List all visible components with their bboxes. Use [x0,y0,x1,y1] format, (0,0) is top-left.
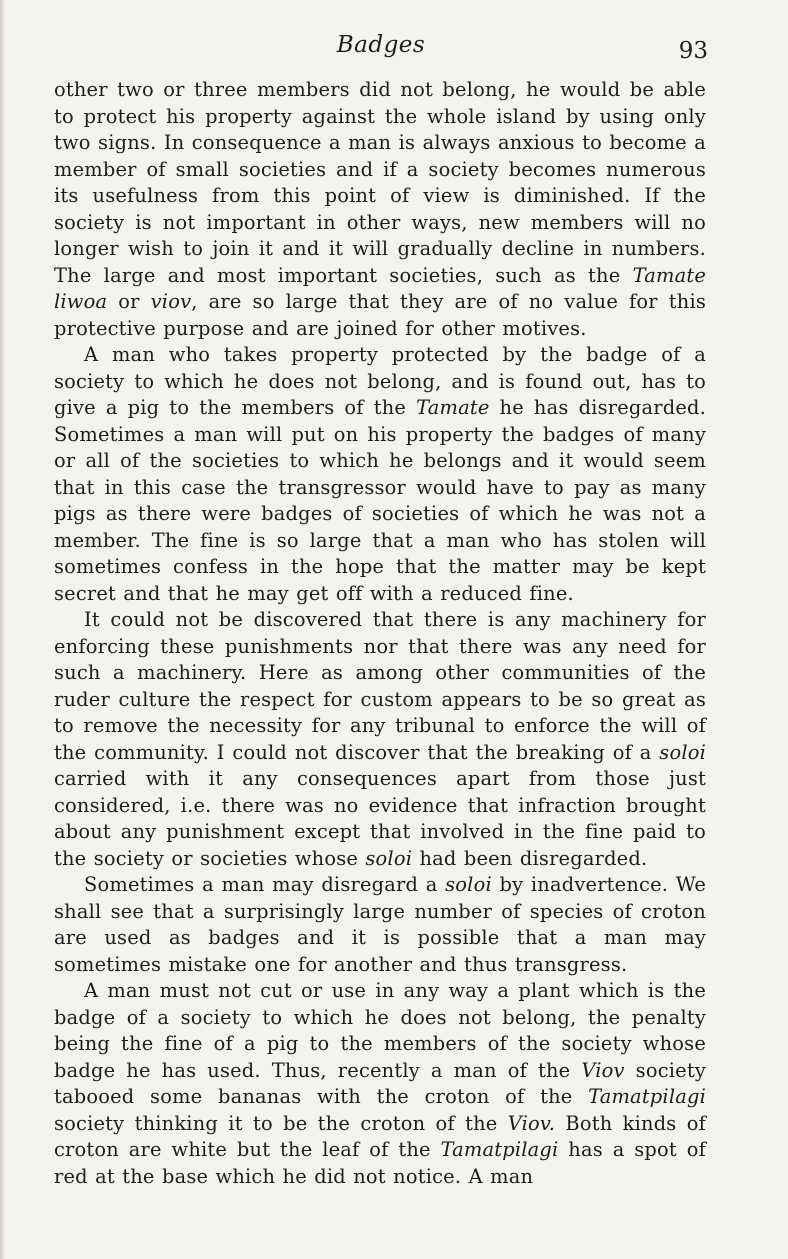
running-head: Badges [336,32,426,58]
text-run: , are so large that they are of no value for this protective purpose and are joined for other motives. [54,290,706,340]
text-run: A man who takes property protected by the badge of a society to which he does not belong, and is found out, has to give a pig to the members of the [54,343,706,419]
body-text [54,77,706,1190]
text-run: A man must not cut or use in any way a plant which is the badge of a society to which he does not belong, the penalty being the fine of a pig to the members of the society whose badge he has used. Thus, recently a man of the [54,979,706,1082]
text-run: other two or three members did not belong, he would be able to protect his property against the whole island by using only two signs. In consequence a man is always anxious to become a member of small societies and if a society becomes numerous its usefulness from this point of view is diminished. If the society is not important in other ways, new members will no longer wish to join it and it will gradually decline in numbers. The large and most important societies, such as the [54,78,706,287]
italic-term: Tamatpilagi [440,1138,559,1161]
text-run: It could not be discovered that there is any machinery for enforcing these punishments nor that there was any need for such a machinery. Here as among other communities of the ruder culture the respect for custom appears to be so great as to remove the necessity for any tribunal to enforce the will of the community. I could not discover that the breaking of a [54,608,706,764]
page-number: 93 [678,38,708,64]
text-run: had been disregarded. [412,846,648,870]
text-run: carried with it any consequences apart from those just considered, i.e. there was no evidence that infraction brought about any punishment except that involved in the fine paid to the society or societies whose [54,767,706,870]
italic-term: viov [150,290,192,313]
text-run: society tabooed some bananas with the croton of the [54,1058,706,1108]
italic-term: soloi [659,740,706,764]
italic-term: Viov [581,1058,625,1082]
text-run: he has disregarded. Sometimes a man will put on his property the badges of many or all of the societies to which he belongs and it would seem that in this case the transgressor would have to pay as many pigs as there were badges of societies of which he was not a member. The fine is so large that a man who has stolen will sometimes confess in the hope that the matter may be kept secret and that he may get off with a reduced fine. [54,396,706,605]
italic-term: Tamate [416,396,490,419]
page-header [54,32,708,66]
paragraph [54,77,706,342]
paragraph [54,342,706,607]
italic-term: soloi [365,846,413,870]
text-run: by inadvertence. We shall see that a surprisingly large number of species of croton are used as badges and it is possible that a man may sometimes mistake one for another and thus transgress. [54,873,706,976]
italic-term: Tamatpilagi [588,1085,706,1108]
paragraph [54,978,706,1190]
italic-term: Tamate liwoa [54,263,706,313]
text-run: has a spot of red at the base which he did not notice. A man [54,1138,706,1188]
text-run: or [107,290,151,313]
paragraph [54,872,706,978]
paragraph [54,607,706,872]
text-run: Both kinds of croton are white but the leaf of the [54,1111,706,1161]
italic-term: Viov. [507,1111,556,1135]
text-run: Sometimes a man may disregard a [84,873,446,896]
page-edge-shadow [0,0,5,1259]
text-run: society thinking it to be the croton of the [54,1111,508,1135]
italic-term: soloi [445,873,492,896]
